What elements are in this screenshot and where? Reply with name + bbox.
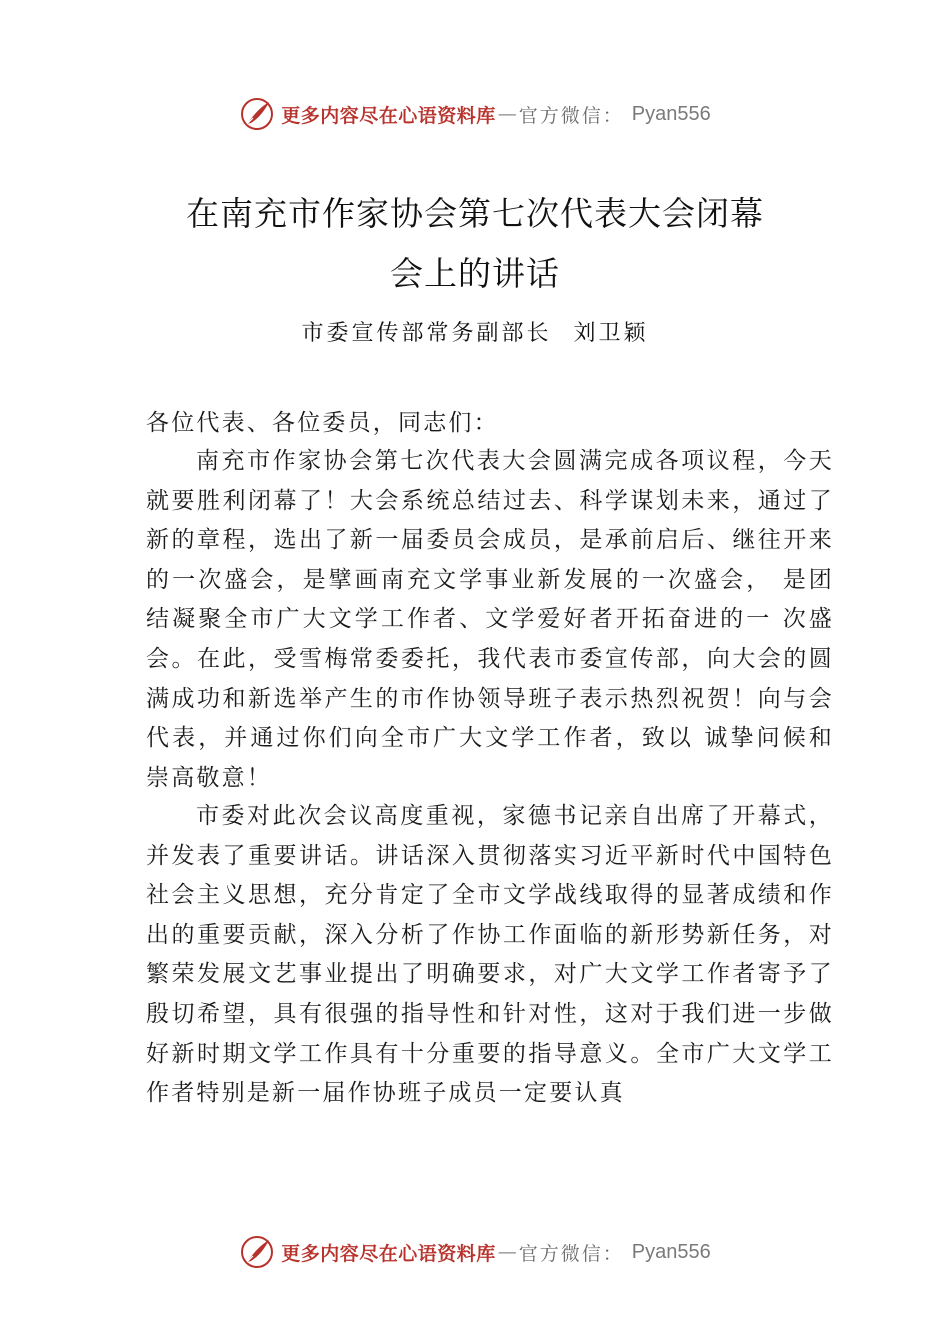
banner-dash: —: [497, 103, 517, 125]
banner-wechat-id: Pyan556: [631, 102, 711, 125]
author-name: 刘卫颖: [573, 321, 649, 346]
document-title-line1: 在南充市作家协会第七次代表大会闭幕: [186, 194, 764, 233]
paragraph-1: 南充市作家协会第七次代表大会圆满完成各项议程，今天就要胜利闭幕了！大会系统总结过去、科学谋划未来，通过了新的章程，选出了新一届委员会成员，是承前启后、继往开来的一次盛会，是擘画南充文学事业新发展的一次盛会， 是团结凝聚全市广大文学工作者、文学爱好者开拓奋进的一 次盛会。在此，受雪梅常委委托，我代表市委宣传部，向大会的圆满成功和新选举产生的市作协领导班子表示热烈祝贺！向与会代表，并通过你们向全市广大文学工作者，致以 诚挚问候和崇高敬意！: [146, 448, 834, 791]
footer-library-text: 更多内容尽在心语资料库: [281, 1242, 496, 1265]
document-title-line2: 会上的讲话: [390, 254, 560, 293]
author-position: 市委宣传部常务副部长: [301, 321, 552, 346]
banner-wechat-label: 官方微信：: [518, 104, 624, 127]
footer-dash: —: [497, 1241, 517, 1263]
footer-banner: [0, 1232, 950, 1272]
paragraph-2: 市委对此次会议高度重视，家德书记亲自出席了开幕式，并发表了重要讲话。讲话深入贯彻落实习近平新时代中国特色社会主义思想，充分肯定了全市文学战线取得的显著成绩和作出的重要贡献，深入分析了作协工作面临的新形势新任务，对繁荣发展文艺事业提出了明确要求，对广大文学工作者寄予了殷切希望，具有很强的指导性和针对性，这对于我们进一步做好新时期文学工作具有十分重要的指导意义。全市广大文学工作者特别是新一届作协班子成员一定要认真: [146, 803, 834, 1107]
quill-pen-logo-icon: [239, 96, 275, 132]
footer-wechat-id: Pyan556: [631, 1240, 711, 1263]
quill-pen-logo-icon: [239, 1234, 275, 1270]
header-banner: [0, 94, 950, 134]
salutation: 各位代表、各位委员，同志们：: [146, 410, 499, 436]
author-line: [0, 316, 950, 347]
banner-library-text: 更多内容尽在心语资料库: [281, 104, 496, 127]
footer-wechat-label: 官方微信：: [518, 1242, 624, 1265]
